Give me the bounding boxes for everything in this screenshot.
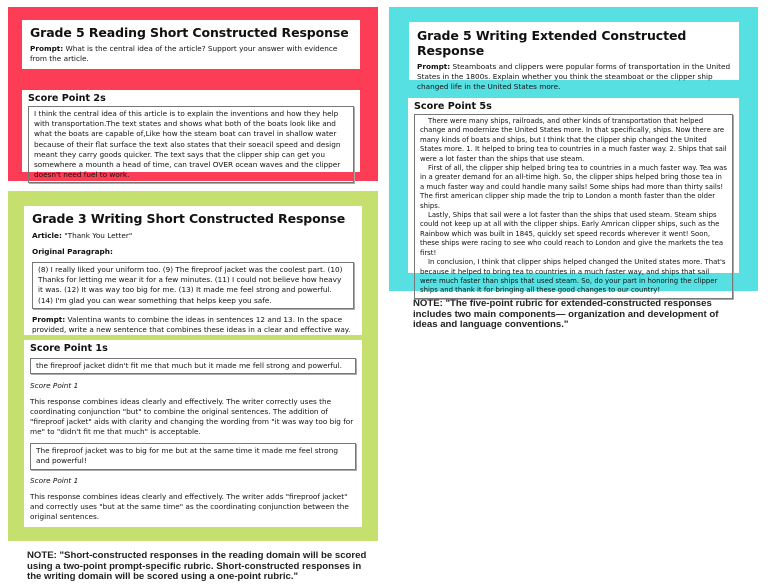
writing-short-score-card — [24, 340, 362, 527]
response-2-commentary: This response combines ideas clearly and effectively. The writer adds "fireproof jacket" and correctly uses "but at the same time" as the coordinating conjunction between the original sentences. — [30, 491, 349, 521]
writing-extended-header-card — [409, 22, 739, 91]
writing-short-note: NOTE: "Short-constructed responses in the reading domain will be scored using a two-point prompt-specific rubric. Short-constructed responses in the writing domain will be scored using a one-point rubric." — [27, 550, 367, 583]
reading-title: Grade 5 Reading Short Constructed Response — [30, 25, 349, 40]
student-response-1: the fireproof jacket didn't fit me that much but it made me fell strong and powerful. — [30, 358, 356, 374]
writing-extended-score-card — [408, 98, 739, 295]
original-paragraph-label: Original Paragraph: — [32, 247, 113, 256]
writing-extended-title: Grade 5 Writing Extended Constructed Response — [417, 28, 687, 58]
writing-extended-panel — [389, 7, 758, 295]
writing-short-score-label: Score Point 1s — [30, 343, 108, 354]
reading-score-card — [22, 90, 360, 180]
writing-short-title: Grade 3 Writing Short Constructed Response — [32, 211, 346, 226]
reading-prompt: Prompt: What is the central idea of the article? Support your answer with evidence from the article. — [30, 44, 338, 63]
reading-score-label: Score Point 2s — [28, 93, 106, 104]
writing-extended-note: NOTE: "The five-point rubric for extended-constructed responses includes two main components— organization and development of ideas and language conventions." — [413, 298, 719, 331]
reading-response: I think the central idea of this article is to explain the inventions and how they help with transportation.The text states and shows what both of the boats look like and what the boats are capable of,Like how the steam boat can travel in shallow water because of their flat surface the text also states that their soeacil speed and design meant they carry goods quicker. The text says that the clipper ship can get you somewhere a mounth a head of time, can travel OVER ocean waves and the clipper doesn't need fuel to work. — [28, 106, 354, 183]
response-1-score: Score Point 1 — [30, 381, 79, 391]
response-1-commentary: This response combines ideas clearly and effectively. The writer correctly uses the coordinating conjunction "but" to combine the original sentences. The addition of "fireproof jacket" aids with clarity and changing the wording from "it was way too big for me" to "didn't fit me that much" is acceptable. — [30, 397, 354, 437]
writing-short-panel — [8, 191, 378, 541]
reading-panel — [8, 7, 378, 181]
original-paragraph: (8) I really liked your uniform too. (9) The fireproof jacket was the coolest part. (10) Thanks for letting me wear it for a few minutes. (11) I could not believe how heavy it was. (12) It was way too big for me. (13) It made me feel strong and powerful. (14) I'm glad you can wear something that helps keep you safe. — [32, 262, 354, 309]
writing-short-header-card — [24, 206, 362, 335]
response-2-score: Score Point 1 — [30, 475, 79, 485]
reading-header-card — [22, 20, 360, 69]
student-response-2: The fireproof jacket was to big for me but at the same time it made me feel strong and powerful! — [30, 443, 356, 469]
writing-extended-score-label: Score Point 5s — [414, 101, 492, 112]
writing-extended-response: There were many ships, railroads, and other kinds of transportation that helped change and modernize the United States more. In that specifically, ships. Now there are many kinds of boats and ships, but I think that the clipper ship changed the United States more. 1. It helped to bring tea to countries in a much faster way. 2. Ships that sail were a lot faster than the ships that use steam. First of all, the clipper ship helped bring tea to countries in a much faster way. Tea was in a greater demand for an all-time high. So, the clipper ships helped bring those tea in a much faster way and could handle many sails! Some ships had more than thirty sails! The first american clipper ship made the trip to London a month faster than the older ships. Lastly, Ships that sail were a lot faster than the ships that used steam. Steam ships could not keep up at all with the clipper ships. Early Amrican clipper ships, such as the Rainbow which was built in 1845, quickly set speed records wherever it went! Soon, these ships were racing to see who could reach to London and give the markets the tea first! In conclusion, I think that clipper ships helped changed the United states more. That's because it helped to bring tea to countries in a much faster way, and ships that sail were much faster than ships that used steam. So, do your part in honoring the clipper ships and thank it for bringing all these good changes to our country! — [414, 114, 733, 299]
writing-short-prompt: Prompt: Valentina wants to combine the ideas in sentences 12 and 13. In the space provided, write a new sentence that combines these ideas in a clear and effective way. — [32, 314, 351, 334]
writing-extended-prompt: Prompt: Steamboats and clippers were popular forms of transportation in the United States in the 1800s. Explain whether you think the steamboat or the clipper ship changed life in the United States more. — [417, 62, 731, 91]
writing-short-article: Article: "Thank You Letter" — [32, 231, 133, 240]
